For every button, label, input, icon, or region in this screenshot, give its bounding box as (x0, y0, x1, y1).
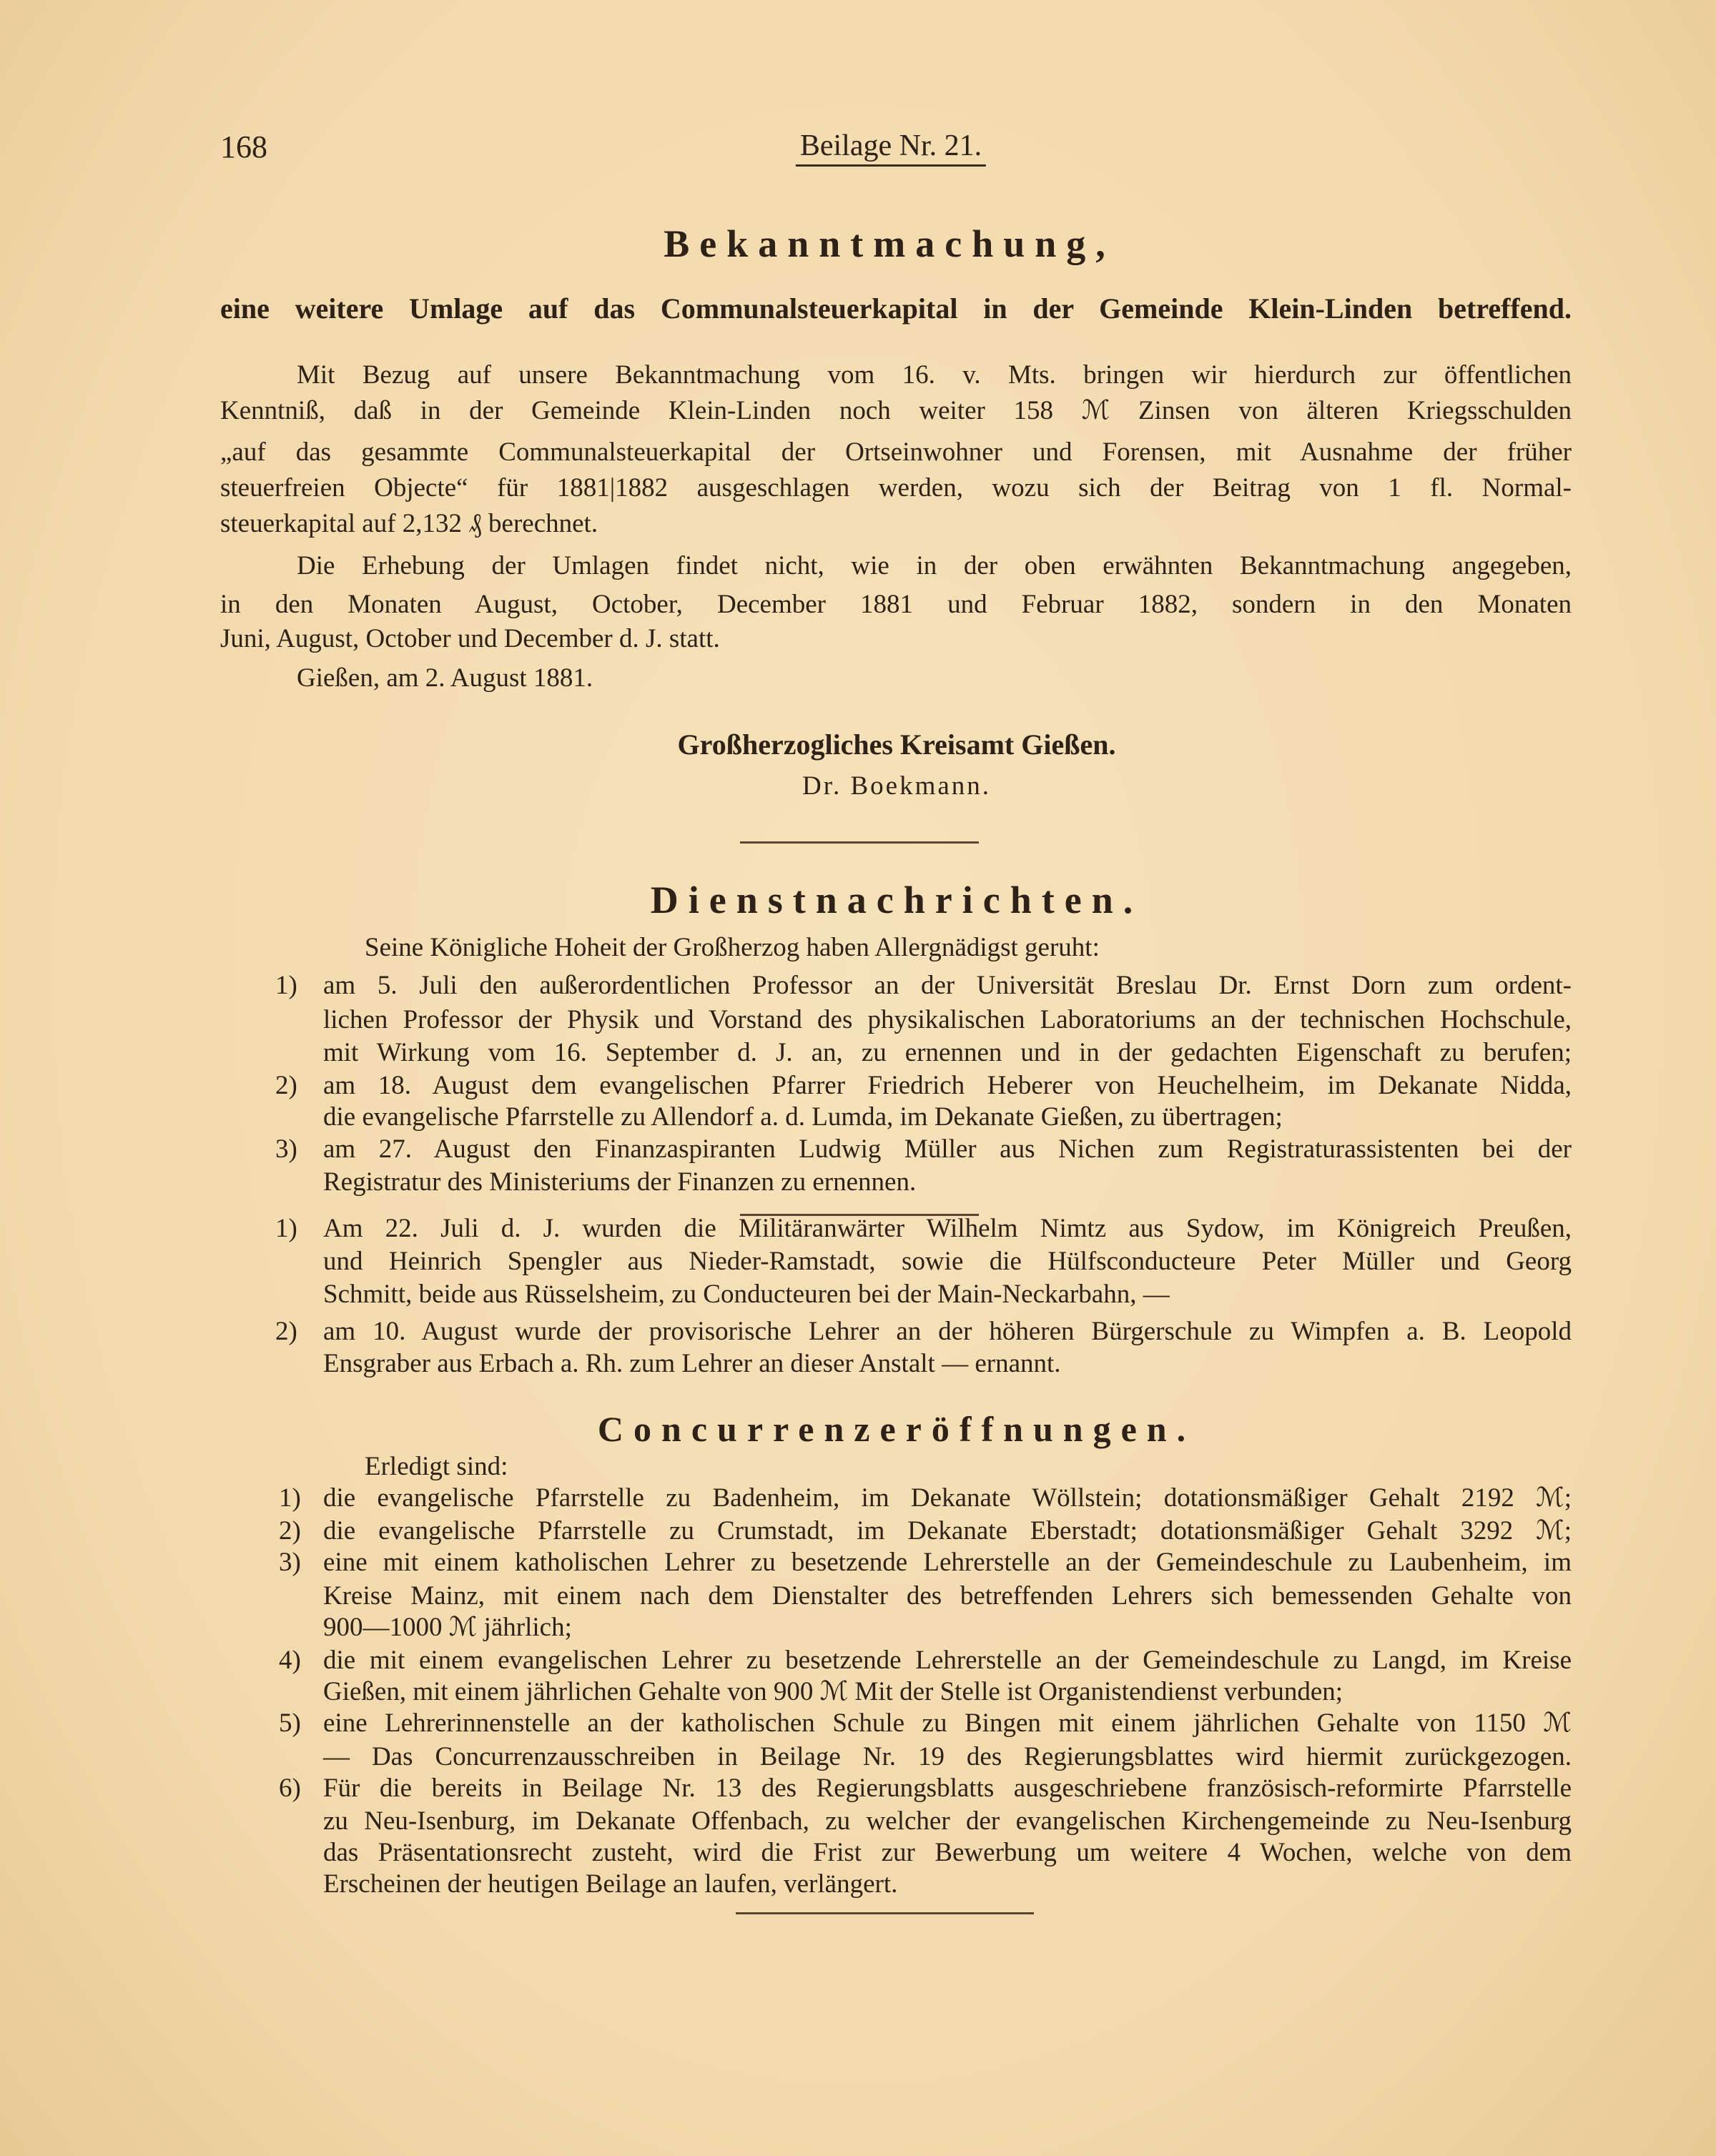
text-line: die evangelische Pfarrstelle zu Allendorf a. d. Lumda, im Dekanate Gießen, zu übertragen; (323, 1102, 1283, 1132)
text-line: die evangelische Pfarrstelle zu Crumstadt, im Dekanate Eberstadt; dotationsmäßiger Gehalt 3292 ℳ; (323, 1516, 1572, 1546)
text-line: Gießen, mit einem jährlichen Gehalte von 900 ℳ Mit der Stelle ist Organistendienst verbunden; (323, 1677, 1343, 1706)
divider (740, 841, 979, 844)
item-number: 2) (275, 1071, 297, 1100)
text-line: am 10. August wurde der provisorische Lehrer an der höheren Bürgerschule zu Wimpfen a. B. Leopold (323, 1317, 1572, 1346)
text-line: Mit Bezug auf unsere Bekanntmachung vom 16. v. Mts. bringen wir hierdurch zur öffentlichen (297, 360, 1572, 390)
text-line: Für die bereits in Beilage Nr. 13 des Regierungsblatts ausgeschriebene französisch-reformirte Pfarrstelle (323, 1774, 1572, 1803)
notice-subtitle: eine weitere Umlage auf das Communalsteuerkapital in der Gemeinde Klein-Linden betreffend. (220, 292, 1572, 325)
item-number: 2) (279, 1516, 301, 1546)
item-number: 3) (279, 1548, 301, 1577)
divider (736, 1912, 1034, 1914)
text-line: Am 22. Juli d. J. wurden die Militäranwärter Wilhelm Nimtz aus Sydow, im Königreich Preußen, (323, 1214, 1572, 1243)
text-line: in den Monaten August, October, December 1881 und Februar 1882, sondern in den Monaten (220, 590, 1572, 619)
text-line: Schmitt, beide aus Rüsselsheim, zu Conducteuren bei der Main-Neckarbahn, — (323, 1280, 1170, 1309)
text-line: 900—1000 ℳ jährlich; (323, 1613, 572, 1642)
item-number: 3) (275, 1134, 297, 1164)
text-line: eine mit einem katholischen Lehrer zu besetzende Lehrerstelle an der Gemeindeschule zu Laubenheim, im (323, 1548, 1572, 1577)
notice-title: Bekanntmachung, (664, 222, 1115, 265)
issuing-authority: Großherzogliches Kreisamt Gießen. (677, 728, 1116, 761)
place-date: Gießen, am 2. August 1881. (297, 663, 593, 693)
item-number: 1) (275, 971, 297, 1000)
text-line: mit Wirkung vom 16. September d. J. an, zu ernennen und in der gedachten Eigenschaft zu berufen; (323, 1038, 1572, 1067)
text-line: Die Erhebung der Umlagen findet nicht, wie in der oben erwähnten Bekanntmachung angegeben, (297, 551, 1572, 580)
text-line: Ensgraber aus Erbach a. Rh. zum Lehrer an dieser Anstalt — ernannt. (323, 1349, 1061, 1378)
text-line: eine Lehrerinnenstelle an der katholischen Schule zu Bingen mit einem jährlichen Gehalte von 1150 ℳ (323, 1709, 1572, 1738)
competitions-intro: Erledigt sind: (365, 1452, 508, 1481)
service-news-title: Dienstnachrichten. (650, 879, 1143, 921)
text-line: am 27. August den Finanzaspiranten Ludwig Müller aus Nichen zum Registraturassistenten bei der (323, 1134, 1572, 1164)
signatory: Dr. Boekmann. (802, 771, 992, 801)
text-line: die mit einem evangelischen Lehrer zu besetzende Lehrerstelle an der Gemeindeschule zu Langd, im Kreise (323, 1646, 1572, 1675)
text-line: lichen Professor der Physik und Vorstand des physikalischen Laboratoriums an der technischen Hochschule, (323, 1005, 1572, 1034)
text-line: Kenntniß, daß in der Gemeinde Klein-Linden noch weiter 158 ℳ Zinsen von älteren Kriegsschulden (220, 396, 1572, 425)
text-line: steuerkapital auf 2,132 ₰ berechnet. (220, 509, 598, 538)
text-line: Kreise Mainz, mit einem nach dem Dienstalter des betreffenden Lehrers sich bemessenden Gehalte von (323, 1581, 1572, 1611)
item-number: 6) (279, 1774, 301, 1803)
supplement-number: Beilage Nr. 21. (796, 129, 986, 167)
text-line: „auf das gesammte Communalsteuerkapital der Ortseinwohner und Forensen, mit Ausnahme der früher (220, 437, 1572, 467)
text-line: Juni, August, October und December d. J. statt. (220, 624, 720, 653)
text-line: am 5. Juli den außerordentlichen Professor an der Universität Breslau Dr. Ernst Dorn zum ordent- (323, 971, 1572, 1000)
text-line: — Das Concurrenzausschreiben in Beilage Nr. 19 des Regierungsblattes wird hiermit zurückgezogen. (323, 1742, 1572, 1771)
text-line: Registratur des Ministeriums der Finanzen zu ernennen. (323, 1167, 917, 1197)
text-line: das Präsentationsrecht zusteht, wird die Frist zur Bewerbung um weitere 4 Wochen, welche von dem (323, 1838, 1572, 1867)
text-line: Erscheinen der heutigen Beilage an laufen, verlängert. (323, 1869, 898, 1899)
page-number: 168 (220, 129, 267, 164)
text-line: zu Neu-Isenburg, im Dekanate Offenbach, zu welcher der evangelischen Kirchengemeinde zu Neu-Isenburg (323, 1806, 1572, 1836)
text-line: am 18. August dem evangelischen Pfarrer Friedrich Heberer von Heuchelheim, im Dekanate Nidda, (323, 1071, 1572, 1100)
item-number: 2) (275, 1317, 297, 1346)
item-number: 4) (279, 1646, 301, 1675)
text-line: die evangelische Pfarrstelle zu Badenheim, im Dekanate Wöllstein; dotationsmäßiger Gehalt 2192 ℳ; (323, 1483, 1572, 1513)
text-line: und Heinrich Spengler aus Nieder-Ramstadt, sowie die Hülfsconducteure Peter Müller und Georg (323, 1247, 1572, 1276)
item-number: 5) (279, 1709, 301, 1738)
service-news-intro: Seine Königliche Hoheit der Großherzog haben Allergnädigst geruht: (365, 933, 1100, 962)
item-number: 1) (275, 1214, 297, 1243)
text-line: steuerfreien Objecte“ für 1881|1882 ausgeschlagen werden, wozu sich der Beitrag von 1 fl. Normal- (220, 473, 1572, 503)
item-number: 1) (279, 1483, 301, 1513)
competitions-title: Concurrenzeröffnungen. (597, 1409, 1196, 1449)
